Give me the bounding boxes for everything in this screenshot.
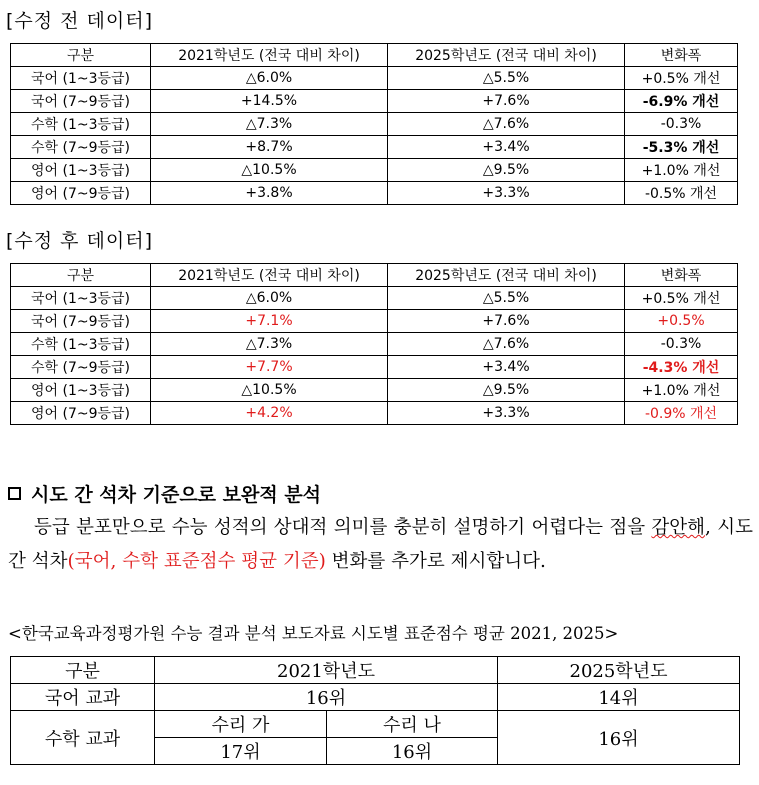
analysis-heading	[8, 480, 321, 507]
change-value: -4.3% 개선	[625, 356, 738, 379]
value-2025: +7.6%	[388, 310, 625, 333]
value-2021: △6.0%	[151, 67, 388, 90]
change-value: -0.3%	[625, 333, 738, 356]
table-header-row	[11, 264, 738, 287]
change-value: -5.3% 개선	[625, 136, 738, 159]
value-2021: △6.0%	[151, 287, 388, 310]
value-2021: +14.5%	[151, 90, 388, 113]
header-cell: 구분	[11, 264, 151, 287]
value-2021: △10.5%	[151, 159, 388, 182]
row-label: 국어 (7~9등급)	[11, 310, 151, 333]
table-row	[11, 159, 738, 182]
source-caption: <한국교육과정평가원 수능 결과 분석 보도자료 시도별 표준점수 평균 2021, 2025>	[8, 624, 619, 643]
row-label: 수학 (7~9등급)	[11, 136, 151, 159]
value-2021: +3.8%	[151, 182, 388, 205]
value-2021: △10.5%	[151, 379, 388, 402]
table-row	[11, 287, 738, 310]
analysis-heading-text: 시도 간 석차 기준으로 보완적 분석	[31, 484, 322, 506]
table-row	[11, 136, 738, 159]
value-2021: +7.7%	[151, 356, 388, 379]
change-value: -0.5% 개선	[625, 182, 738, 205]
header-cell: 2025학년도 (전국 대비 차이)	[388, 44, 625, 67]
before-title: [수정 전 데이터]	[6, 10, 154, 32]
row-label: 영어 (1~3등급)	[11, 159, 151, 182]
table-row	[11, 333, 738, 356]
after-title: [수정 후 데이터]	[6, 230, 154, 252]
header-cell: 변화폭	[625, 264, 738, 287]
row-label: 국어 (1~3등급)	[11, 287, 151, 310]
paragraph-text: 등급 분포만으로 수능 성적의 상대적 의미를 충분히 설명하기 어렵다는 점을	[34, 517, 652, 538]
table-row	[11, 113, 738, 136]
value-2021: +7.1%	[151, 310, 388, 333]
value-2025: +3.3%	[388, 402, 625, 425]
value-2021: △7.3%	[151, 113, 388, 136]
table-header-row	[11, 657, 740, 684]
value-2025: △9.5%	[388, 379, 625, 402]
change-value: -0.3%	[625, 113, 738, 136]
header-cell: 2025학년도	[498, 657, 740, 684]
header-cell: 2021학년도	[155, 657, 498, 684]
paragraph-text: , 시도 간 석차	[8, 517, 753, 572]
value-2025: +7.6%	[388, 90, 625, 113]
change-value: +0.5%	[625, 310, 738, 333]
rank-2025: 14위	[498, 684, 740, 711]
rank-table	[10, 656, 740, 765]
checkbox-square-icon	[8, 487, 21, 500]
header-cell: 2025학년도 (전국 대비 차이)	[388, 264, 625, 287]
table-row	[11, 90, 738, 113]
table-row	[11, 379, 738, 402]
row-label: 국어 (1~3등급)	[11, 67, 151, 90]
paragraph-squiggle-text: 감안해	[651, 517, 706, 538]
before-table	[10, 43, 738, 205]
header-cell: 변화폭	[625, 44, 738, 67]
table-row	[11, 67, 738, 90]
row-label: 국어 교과	[11, 684, 155, 711]
table-row	[11, 356, 738, 379]
rank-2021: 17위	[155, 738, 327, 765]
sub-header-cell: 수리 나	[327, 711, 498, 738]
header-cell: 구분	[11, 44, 151, 67]
analysis-paragraph	[8, 511, 753, 579]
row-label: 영어 (7~9등급)	[11, 182, 151, 205]
value-2021: +8.7%	[151, 136, 388, 159]
change-value: +0.5% 개선	[625, 67, 738, 90]
sub-header-cell: 수리 가	[155, 711, 327, 738]
rank-2025: 16위	[498, 711, 740, 765]
value-2025: △7.6%	[388, 113, 625, 136]
change-value: +1.0% 개선	[625, 379, 738, 402]
value-2021: +4.2%	[151, 402, 388, 425]
rank-2021: 16위	[155, 684, 498, 711]
after-table	[10, 263, 738, 425]
paragraph-red-text: (국어, 수학 표준점수 평균 기준)	[67, 551, 326, 572]
header-cell: 2021학년도 (전국 대비 차이)	[151, 264, 388, 287]
row-label: 수학 (7~9등급)	[11, 356, 151, 379]
row-label: 영어 (7~9등급)	[11, 402, 151, 425]
value-2025: +3.3%	[388, 182, 625, 205]
value-2021: △7.3%	[151, 333, 388, 356]
row-label: 수학 (1~3등급)	[11, 333, 151, 356]
value-2025: +3.4%	[388, 356, 625, 379]
rank-2021: 16위	[327, 738, 498, 765]
paragraph-text: 변화를 추가로 제시합니다.	[325, 551, 546, 572]
change-value: -0.9% 개선	[625, 402, 738, 425]
table-row	[11, 310, 738, 333]
table-row	[11, 182, 738, 205]
row-label: 영어 (1~3등급)	[11, 379, 151, 402]
table-row	[11, 684, 740, 711]
table-header-row	[11, 44, 738, 67]
value-2025: +3.4%	[388, 136, 625, 159]
change-value: +1.0% 개선	[625, 159, 738, 182]
value-2025: △5.5%	[388, 287, 625, 310]
change-value: +0.5% 개선	[625, 287, 738, 310]
table-row	[11, 402, 738, 425]
header-cell: 구분	[11, 657, 155, 684]
row-label: 수학 (1~3등급)	[11, 113, 151, 136]
change-value: -6.9% 개선	[625, 90, 738, 113]
value-2025: △5.5%	[388, 67, 625, 90]
row-label: 국어 (7~9등급)	[11, 90, 151, 113]
header-cell: 2021학년도 (전국 대비 차이)	[151, 44, 388, 67]
table-row	[11, 711, 740, 738]
value-2025: △7.6%	[388, 333, 625, 356]
value-2025: △9.5%	[388, 159, 625, 182]
row-label: 수학 교과	[11, 711, 155, 765]
